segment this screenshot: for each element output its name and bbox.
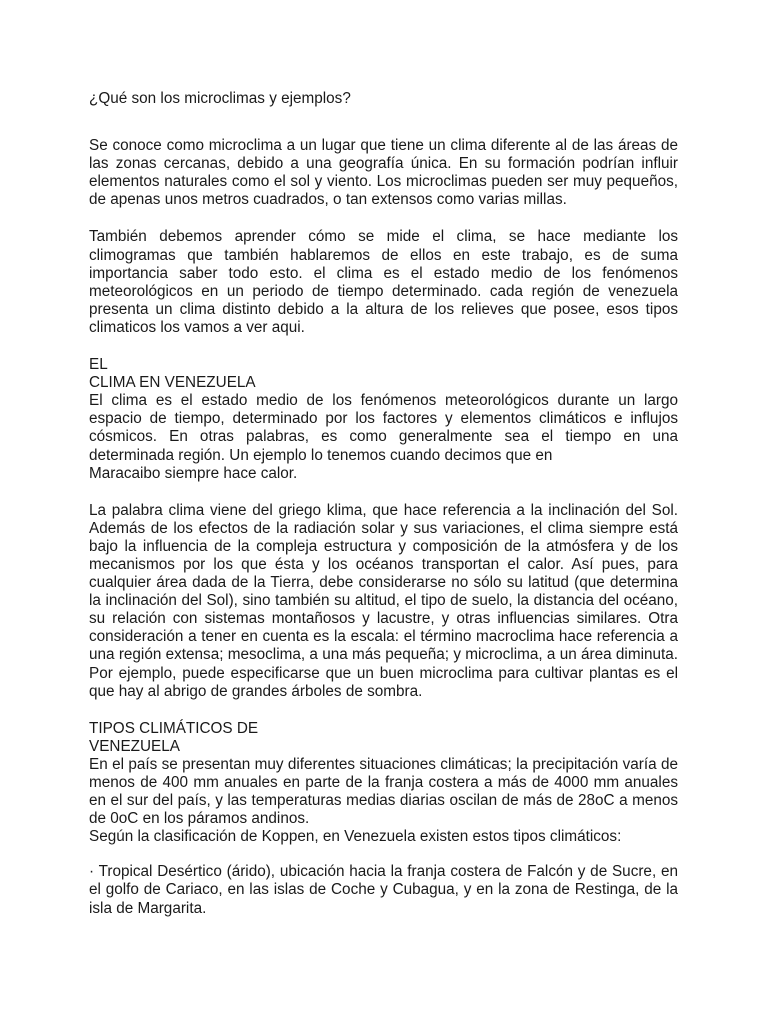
section-heading-line-2: VENEZUELA [89, 737, 180, 755]
climate-types-paragraph: En el país se presentan muy diferentes situaciones climáticas; la precipitación varía de menos de 400 mm anuales en parte de la franja costera a más de 4000 mm anuales en el sur del país, y las temperaturas medias diarias oscilan de más de 28oC a menos de 0oC en los páramos andinos. [89, 755, 678, 828]
spacer [89, 483, 678, 502]
bullet-item: · Tropical Desértico (árido), ubicación hacia la franja costera de Falcón y de Sucre, en el golfo de Cariaco, en las islas de Coche y Cubagua, y en la zona de Restinga, de la isla de Margarita. [89, 863, 678, 917]
spacer [89, 846, 678, 863]
climate-paragraph: El clima es el estado medio de los fenómenos meteorológicos durante un largo espacio de tiempo, determinado por los factores y elementos climáticos e influjos cósmicos. En otras palabras, es como generalmente sea el tiempo en una determinada región. Un ejemplo lo tenemos cuando decimos que en [89, 392, 678, 464]
spacer [89, 108, 678, 137]
climate-paragraph-end: Maracaibo siempre hace calor. [89, 464, 298, 482]
spacer [89, 209, 678, 228]
document-title: ¿Qué son los microclimas y ejemplos? [89, 90, 351, 107]
intro-paragraph-1: Se conoce como microclima a un lugar que tiene un clima diferente al de las áreas de las zonas cercanas, debido a una geografía única. En su formación podrían influir elementos naturales como el sol y viento. Los microclimas pueden ser muy pequeños, de apenas unos metros cuadrados, o tan extensos como varias millas. [89, 137, 678, 209]
section-heading-line-2: CLIMA EN VENEZUELA [89, 374, 256, 392]
document-body [89, 90, 678, 918]
koppen-line: Según la clasificación de Koppen, en Venezuela existen estos tipos climáticos: [89, 828, 622, 846]
section-heading-line-1: TIPOS CLIMÁTICOS DE [89, 719, 259, 737]
intro-paragraph-2: También debemos aprender cómo se mide el clima, se hace mediante los climogramas que también hablaremos de ellos en este trabajo, es de suma importancia saber todo esto. el clima es el estado medio de los fenómenos meteorológicos en un periodo de tiempo determinado. cada región de venezuela presenta un clima distinto debido a la altura de los relieves que posee, esos tipos climaticos los vamos a ver aqui. [89, 228, 678, 336]
section-heading-line-1: EL [89, 356, 108, 374]
spacer [89, 337, 678, 356]
spacer [89, 701, 678, 720]
klima-paragraph: La palabra clima viene del griego klima, que hace referencia a la inclinación del Sol. Además de los efectos de la radiación solar y sus variaciones, el clima siempre está bajo la influencia de la compleja estructura y composición de la atmósfera y de los mecanismos por los que ésta y los océanos transportan el calor. Así pues, para cualquier área dada de la Tierra, debe considerarse no sólo su latitud (que determina la inclinación del Sol), sino también su altitud, el tipo de suelo, la distancia del océano, su relación con sistemas montañosos y lacustre, y otras influencias similares. Otra consideración a tener en cuenta es la escala: el término macroclima hace referencia a una región extensa; mesoclima, a una más pequeña; y microclima, a un área diminuta. Por ejemplo, puede especificarse que un buen microclima para cultivar plantas es el que hay al abrigo de grandes árboles de sombra. [89, 501, 678, 700]
